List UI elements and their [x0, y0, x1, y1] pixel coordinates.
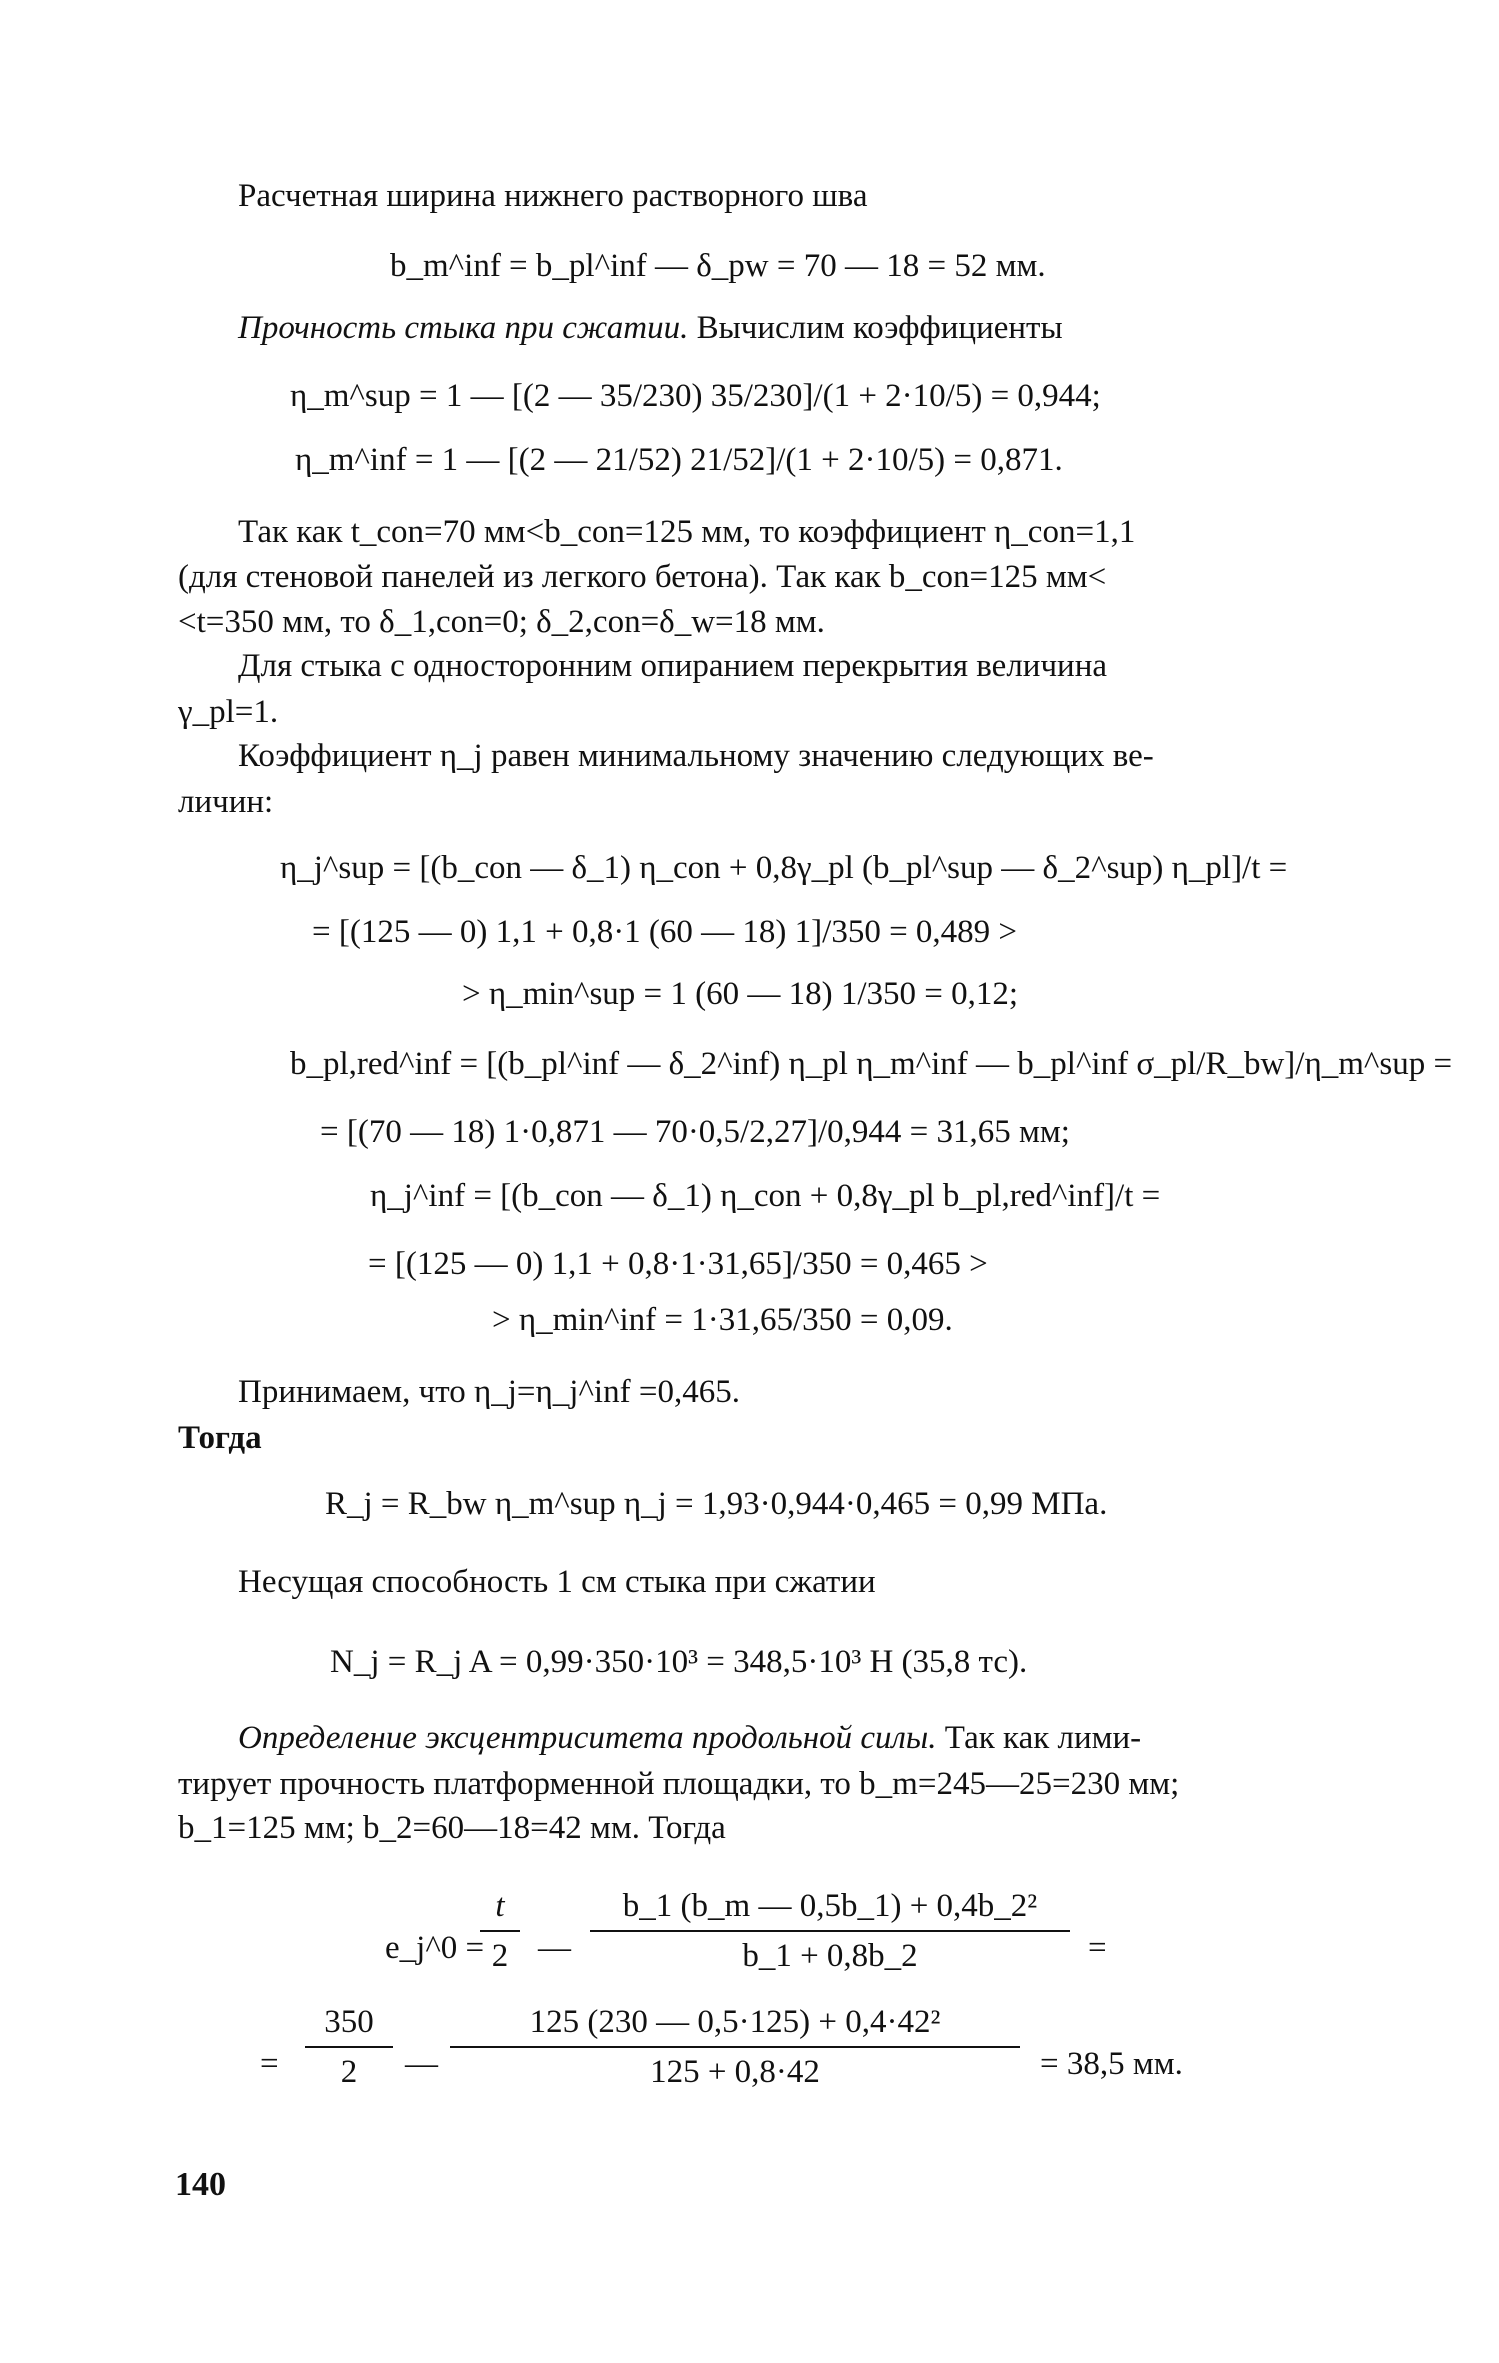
fraction-denominator: 2: [491, 1938, 509, 1974]
fraction-denominator: 2: [340, 2054, 358, 2090]
section-heading: Определение эксцентриситета продольной силы.: [238, 1720, 937, 1756]
paragraph-text: Вычислим коэффициенты: [688, 310, 1063, 346]
fraction-bar: [450, 2046, 1020, 2048]
paragraph-line: [238, 308, 1063, 348]
fraction-numerator: b_1 (b_m — 0,5b_1) + 0,4b_2²: [622, 1888, 1038, 1924]
paragraph-line: [238, 1718, 1141, 1758]
fraction: [480, 1884, 520, 1978]
equation-line: η_m^inf = 1 — [(2 — 21/52) 21/52]/(1 + 2·10/5) = 0,871.: [295, 442, 1063, 478]
fraction-denominator: b_1 + 0,8b_2: [742, 1938, 918, 1974]
equation-line: R_j = R_bw η_m^sup η_j = 1,93·0,944·0,465 = 0,99 МПа.: [325, 1486, 1108, 1522]
minus-sign: —: [405, 2046, 438, 2082]
section-heading: Прочность стыка при сжатии.: [238, 310, 689, 346]
fraction-bar: [305, 2046, 393, 2048]
equals-sign: =: [260, 2046, 279, 2082]
paragraph-text: Так как лими-: [936, 1720, 1142, 1756]
equals-sign: =: [1088, 1930, 1107, 1966]
fraction-numerator: 125 (230 — 0,5·125) + 0,4·42²: [529, 2004, 941, 2040]
paragraph-line: <t=350 мм, то δ_1,con=0; δ_2,con=δ_w=18 мм.: [178, 604, 825, 640]
fraction-bar: [480, 1930, 520, 1932]
paragraph-line: личин:: [178, 784, 274, 820]
fraction: [590, 1884, 1070, 1978]
paragraph-line: Для стыка с односторонним опиранием перекрытия величина: [238, 648, 1108, 684]
fraction-denominator: 125 + 0,8·42: [650, 2054, 820, 2090]
paragraph-line: Тогда: [178, 1420, 262, 1456]
paragraph-line: Несущая способность 1 см стыка при сжатии: [238, 1564, 876, 1600]
fraction-bar: [590, 1930, 1070, 1932]
equation-line: η_j^sup = [(b_con — δ_1) η_con + 0,8γ_pl (b_pl^sup — δ_2^sup) η_pl]/t =: [280, 850, 1288, 886]
equation-line: N_j = R_j A = 0,99·350·10³ = 348,5·10³ Н (35,8 тс).: [330, 1644, 1028, 1680]
fraction-numerator: 350: [324, 2004, 374, 2040]
equation-line: η_m^sup = 1 — [(2 — 35/230) 35/230]/(1 + 2·10/5) = 0,944;: [290, 378, 1101, 414]
paragraph-line: Коэффициент η_j равен минимальному значению следующих ве-: [238, 738, 1154, 774]
fraction: [450, 2000, 1020, 2094]
paragraph-line: Расчетная ширина нижнего растворного шва: [238, 178, 868, 214]
equation-line: η_j^inf = [(b_con — δ_1) η_con + 0,8γ_pl b_pl,red^inf]/t =: [370, 1178, 1161, 1214]
page-number: 140: [175, 2166, 226, 2203]
paragraph-line: γ_pl=1.: [178, 694, 279, 730]
equation-line: = [(70 — 18) 1·0,871 — 70·0,5/2,27]/0,944 = 31,65 мм;: [320, 1114, 1070, 1150]
equation-line: b_m^inf = b_pl^inf — δ_pw = 70 — 18 = 52 мм.: [390, 248, 1046, 284]
fraction: [305, 2000, 393, 2094]
equation-line: = [(125 — 0) 1,1 + 0,8·1·31,65]/350 = 0,465 >: [368, 1246, 988, 1282]
minus-sign: —: [538, 1930, 571, 1966]
equation-line: > η_min^inf = 1·31,65/350 = 0,09.: [492, 1302, 953, 1338]
formula-result: = 38,5 мм.: [1040, 2046, 1183, 2082]
paragraph-line: b_1=125 мм; b_2=60—18=42 мм. Тогда: [178, 1810, 726, 1846]
paragraph-line: Принимаем, что η_j=η_j^inf =0,465.: [238, 1374, 740, 1410]
paragraph-line: (для стеновой панелей из легкого бетона). Так как b_con=125 мм<: [178, 559, 1107, 595]
fraction-numerator: t: [495, 1888, 505, 1924]
equation-line: > η_min^sup = 1 (60 — 18) 1/350 = 0,12;: [462, 976, 1019, 1012]
paragraph-line: тирует прочность платформенной площадки, то b_m=245—25=230 мм;: [178, 1766, 1180, 1802]
equation-line: b_pl,red^inf = [(b_pl^inf — δ_2^inf) η_pl η_m^inf — b_pl^inf σ_pl/R_bw]/η_m^sup =: [290, 1046, 1453, 1082]
paragraph-line: Так как t_con=70 мм<b_con=125 мм, то коэффициент η_con=1,1: [238, 514, 1136, 550]
equation-line: = [(125 — 0) 1,1 + 0,8·1 (60 — 18) 1]/350 = 0,489 >: [312, 914, 1018, 950]
formula-lhs: e_j^0 =: [385, 1930, 485, 1966]
